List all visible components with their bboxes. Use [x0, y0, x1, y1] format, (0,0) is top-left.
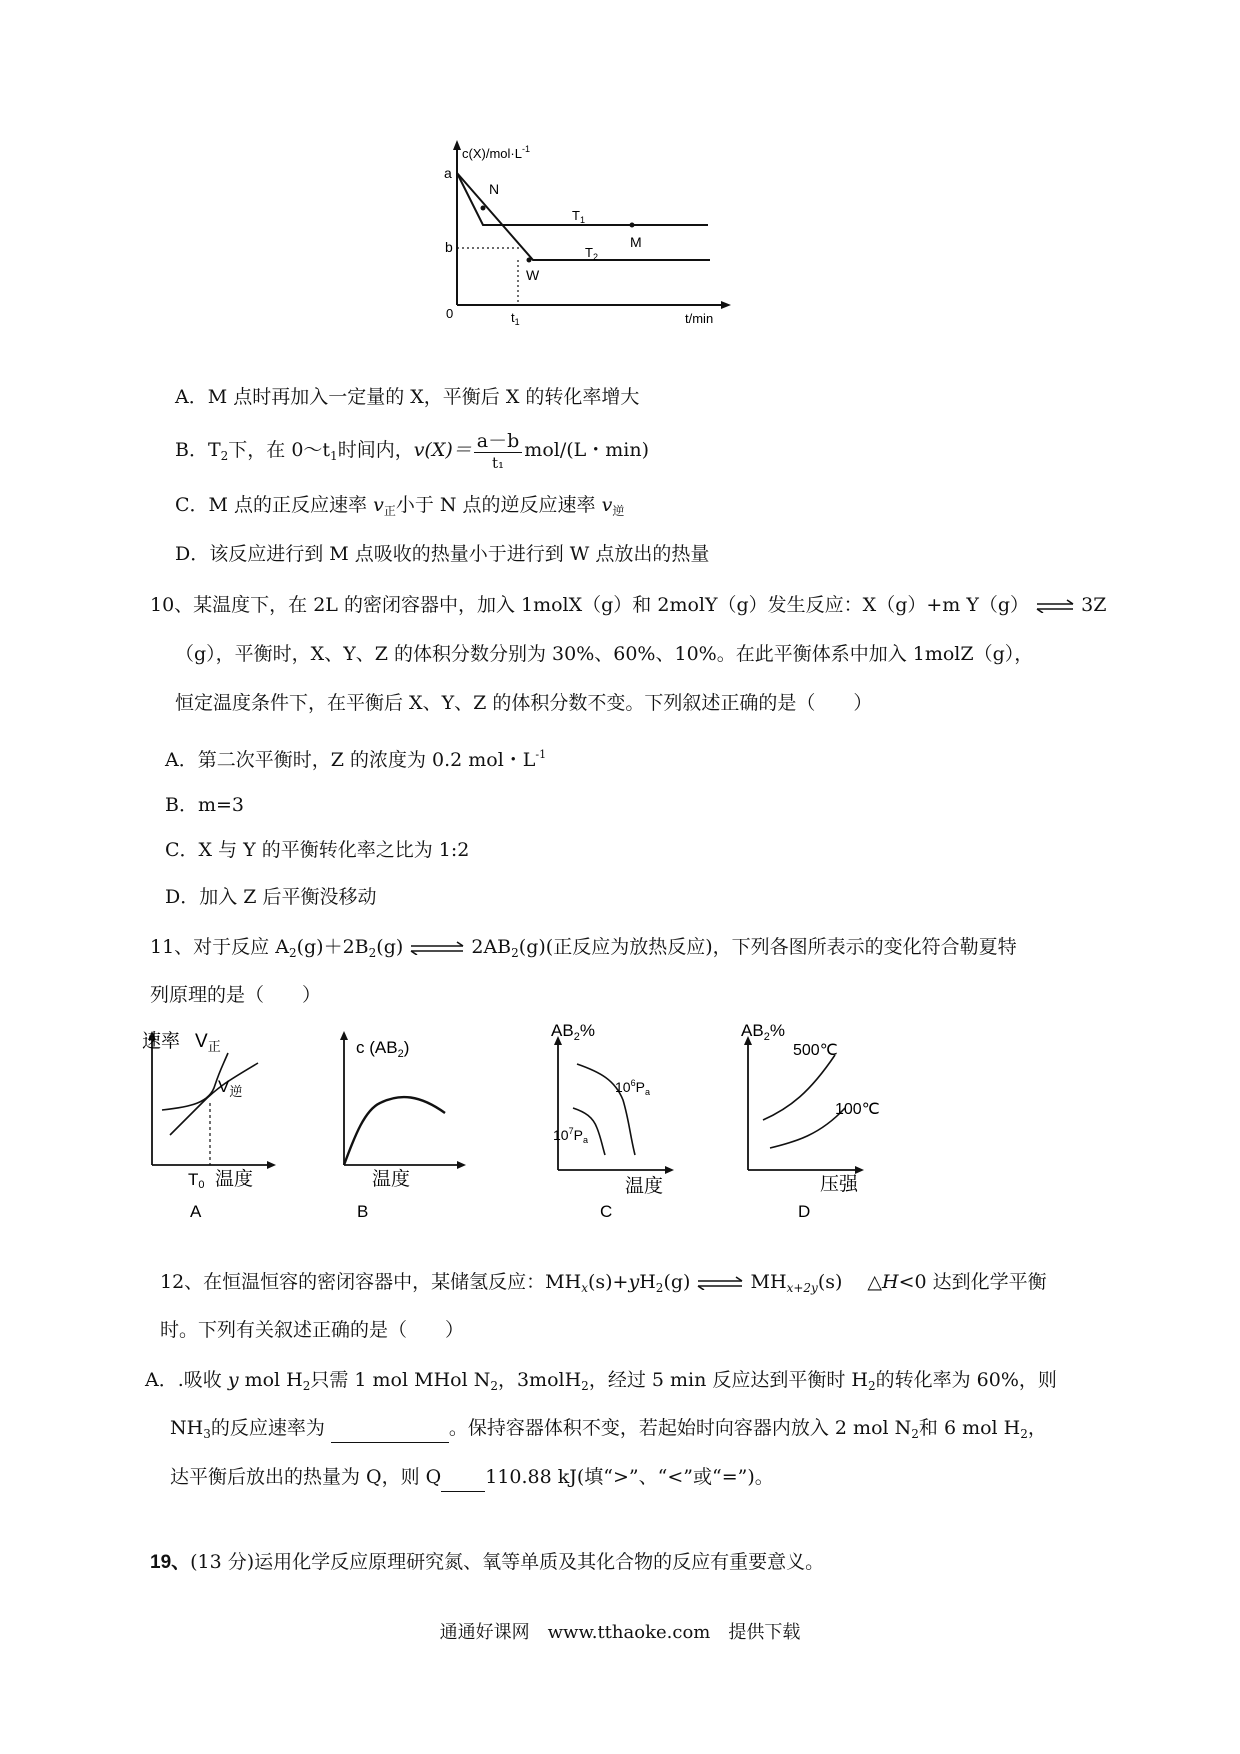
point-m-label: M: [630, 234, 642, 250]
q11-line-1: 11、对于反应 $A_2(g)+2B_2(g)$ $2AB_2(g)$(正反应为放热反应)，下列各图所表示的变化符合勒夏特: [150, 936, 1017, 960]
pressure-label-10e7: $10^7P_a$: [553, 1126, 588, 1145]
graph-a-ylabel: 速率: [142, 1031, 181, 1052]
q10-option-b: B．m=3: [165, 794, 244, 816]
graph-b-letter: B: [357, 1202, 369, 1221]
pressure-label-10e6: $10^6P_a$: [615, 1078, 650, 1097]
q10-option-c: C．X 与 Y 的平衡转化率之比为 1:2: [165, 839, 470, 861]
graph-d-letter: D: [798, 1202, 811, 1221]
q12-option-a-line-1: A．.吸收 y mol $H_2$只需 1 mol MHol $N_2$，3molH$_2$，经过 5 min 反应达到平衡时 $H_2$的转化率为 60%，则: [145, 1369, 1057, 1393]
graph-a: [140, 1025, 300, 1225]
q10-option-a: A．第二次平衡时，Z 的浓度为 0.2 mol・$L^{-1}$: [165, 748, 547, 771]
graph-d: [735, 1020, 895, 1225]
curve-100c: [770, 1108, 845, 1148]
x-axis-label: t/min: [685, 311, 714, 326]
equilibrium-arrow-icon: [409, 941, 465, 955]
q12-line-1: 12、在恒温恒容的密闭容器中，某储氢反应：$MH_x(s)+yH_2(g)$ $MH_{x+2y}(s)$ △H<0 达到化学平衡: [160, 1271, 1047, 1295]
t2-curve-label: $T_2$: [585, 245, 598, 262]
concentration-time-graph: [440, 140, 740, 370]
point-n-label: N: [489, 181, 500, 197]
answer-blank-compare[interactable]: [441, 1467, 485, 1492]
graph-c-letter: C: [600, 1202, 613, 1221]
graph-a-v-reverse: $V_逆$: [218, 1077, 243, 1099]
q12-option-a-line-2: $NH_3$的反应速率为 。保持容器体积不变，若起始时向容器内放入 2 mol $N_2$和 6 mol $H_2$，: [170, 1417, 1047, 1441]
q9-option-b: B．$T_2$下，在 $0\sim t_1$时间内，v(X)＝ $\frac{a-b}{\text{t₁}}$ mol/(L・min): [175, 429, 650, 472]
graph-a-letter: A: [190, 1202, 202, 1221]
graph-c: [545, 1020, 705, 1225]
q9-option-a: A．M 点时再加入一定量的 X，平衡后 X 的转化率增大: [175, 386, 640, 408]
curve-500c: [763, 1055, 835, 1120]
point-w-label: W: [526, 267, 540, 283]
q9-option-c: C．M 点的正反应速率 $v_正$小于 N 点的逆反应速率 $v_逆$: [175, 494, 625, 518]
graph-d-ylabel: $AB_2\%$: [741, 1021, 785, 1043]
graph-a-v-forward: $V_正$: [195, 1031, 221, 1054]
label-a: a: [444, 165, 452, 181]
q10-line-1: 10、某温度下，在 2L 的密闭容器中，加入 1molX（g）和 2molY（g）发生反应：X（g）+m Y（g） 3Z: [150, 594, 1107, 616]
q10-line-2: （g），平衡时，X、Y、Z 的体积分数分别为 30%、60%、10%。在此平衡体系中加入 1molZ（g），: [175, 643, 1034, 665]
label-b: b: [445, 239, 453, 255]
q10-line-3: 恒定温度条件下，在平衡后 X、Y、Z 的体积分数不变。下列叙述正确的是（ ）: [175, 692, 873, 714]
y-axis-label: $c(X)/mol\cdot L^{-1}$: [462, 144, 530, 161]
t1-curve-label: $T_1$: [572, 208, 585, 225]
q9-option-d: D．该反应进行到 M 点吸收的热量小于进行到 W 点放出的热量: [175, 543, 710, 565]
graph-b-xlabel: 温度: [372, 1169, 411, 1190]
answer-blank-rate[interactable]: [331, 1418, 449, 1443]
temp-label-500c: 500℃: [793, 1042, 838, 1059]
graph-a-xlabel: 温度: [215, 1169, 254, 1190]
t1-tick-label: $t_1$: [511, 310, 520, 327]
graph-c-ylabel: $AB_2\%$: [551, 1021, 595, 1043]
fraction: $\frac{a-b}{\text{t₁}}$: [474, 430, 523, 473]
graph-d-xlabel: 压强: [820, 1174, 859, 1195]
v-reverse-curve: [170, 1063, 258, 1135]
graph-a-t0: T0: [188, 1170, 205, 1191]
graph-c-xlabel: 温度: [625, 1176, 664, 1197]
ab2-concentration-curve: [344, 1097, 445, 1165]
graph-b: [330, 1025, 490, 1225]
q12-option-a-line-3: 达平衡后放出的热量为 Q，则 Q 110.88 kJ(填“>”、“<”或“=”)。: [170, 1465, 774, 1492]
temp-label-100c: 100℃: [835, 1101, 880, 1118]
equilibrium-arrow-icon: [696, 1276, 744, 1290]
page-footer: 通通好课网 www.tthaoke.com 提供下载: [439, 1622, 801, 1643]
q11-line-2: 列原理的是（ ）: [150, 984, 322, 1006]
curve-t1: [457, 173, 653, 225]
origin-label: 0: [446, 306, 454, 321]
q19-line: 19、(13 分)运用化学反应原理研究氮、氧等单质及其化合物的反应有重要意义。: [150, 1551, 825, 1573]
q10-option-d: D．加入 Z 后平衡没移动: [165, 886, 377, 908]
graph-b-ylabel: c $(AB_2)$: [356, 1038, 410, 1060]
equilibrium-arrow-icon: [1035, 599, 1075, 613]
q12-line-2: 时。下列有关叙述正确的是（ ）: [160, 1319, 465, 1341]
